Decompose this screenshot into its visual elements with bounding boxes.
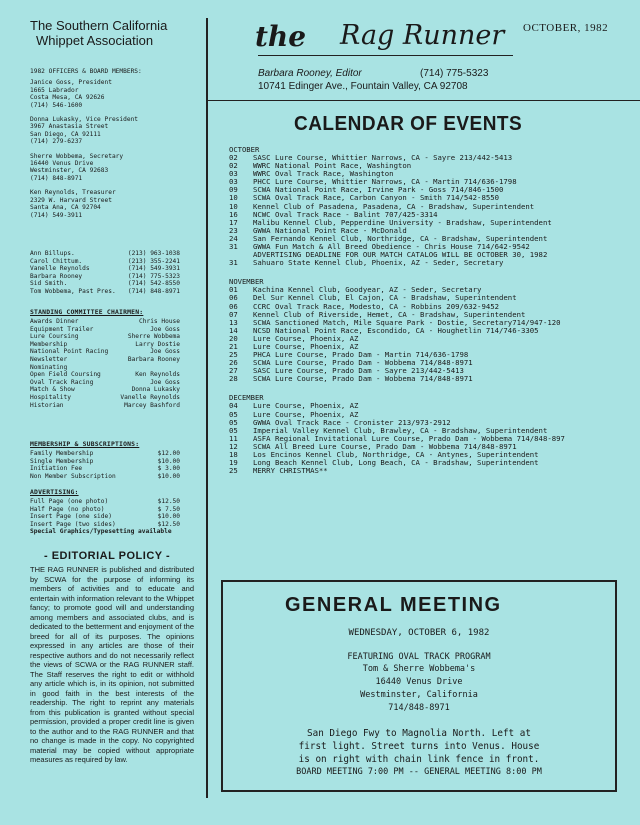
officer-line: (714) 546-1600 — [30, 101, 83, 109]
board-phone-row — [30, 273, 180, 281]
event-description: Sahuaro State Kennel Club, Phoenix, AZ - Seder, Secretary — [253, 258, 504, 268]
event-date: 25 — [229, 350, 238, 360]
committee-row — [30, 318, 180, 326]
membership-row-label: Initiation Fee — [30, 465, 83, 473]
editor-phone: (714) 775-5323 — [420, 68, 489, 79]
general-meeting-title: GENERAL MEETING — [285, 594, 502, 616]
committee-row-label: Lure Coursing — [30, 333, 79, 341]
advertising-row-label: Insert Page (two sides) — [30, 520, 116, 528]
board-phone-row — [30, 288, 180, 296]
event-description: Long Beach Kennel Club, Long Beach, CA - Bradshaw, Superintendent — [253, 458, 539, 468]
meeting-times: BOARD MEETING 7:00 PM -- GENERAL MEETING 8:00 PM — [296, 767, 542, 777]
event-description: Lure Course, Phoenix, AZ — [253, 333, 359, 343]
column-divider — [206, 18, 208, 798]
officer-line: Costa Mesa, CA 92626 — [30, 94, 105, 102]
event-date: 18 — [229, 450, 238, 459]
meeting-street: 16440 Venus Drive — [375, 677, 463, 687]
masthead-bottom-rule — [208, 100, 640, 101]
event-description: SCWA Lure Course, Prado Dam - Wobbema 714/848-8971 — [253, 358, 473, 368]
committee-row-label: Hospitality — [30, 393, 71, 401]
committee-row-label: National Point Racing — [30, 348, 109, 356]
committee-row-value: Larry Dostie — [135, 340, 180, 348]
event-date: 25 — [229, 466, 238, 476]
committee-heading: STANDING COMMITTEE CHAIRMEN: — [30, 308, 144, 316]
committee-row — [30, 386, 180, 394]
event-date: 17 — [229, 217, 238, 227]
association-line-1: The Southern California — [30, 18, 168, 33]
officer-line: 1665 Labrador — [30, 86, 79, 94]
event-description: Kachina Kennel Club, Goodyear, AZ - Seder, Secretary — [253, 285, 482, 295]
event-date: 01 — [229, 285, 238, 295]
officer-line: San Diego, CA 92111 — [30, 130, 101, 138]
officer-line: (714) 279-6237 — [30, 138, 83, 146]
membership-list — [30, 450, 180, 480]
board-phone-row — [30, 250, 180, 258]
officer-line: (714) 549-3911 — [30, 211, 83, 219]
event-description: ADVERTISING DEADLINE FOR OUR MATCH CATALOG WILL BE OCTOBER 30, 1982 — [253, 250, 548, 260]
event-date: 19 — [229, 458, 238, 468]
committee-row-label: Newsletter — [30, 355, 68, 363]
event-date: 11 — [229, 433, 238, 443]
directions-line-3: is on right with chain link fence in front. — [298, 754, 540, 765]
event-date: 31 — [229, 258, 238, 268]
committee-row — [30, 348, 180, 356]
event-date: 04 — [229, 401, 238, 411]
event-description: NCWC Oval Track Race - Balint 707/425-3314 — [253, 209, 438, 219]
board-member-phone: (714) 775-5323 — [127, 272, 180, 280]
officer-line: Donna Lukasky, Vice President — [30, 116, 139, 124]
event-description: WWRC National Point Race, Washington — [253, 161, 412, 171]
advertising-row — [30, 506, 180, 514]
board-member-phone: (714) 549-3931 — [127, 265, 180, 273]
committee-section — [30, 308, 180, 409]
membership-row-value: $10.00 — [157, 472, 180, 480]
committee-row-label: Membership — [30, 340, 68, 348]
advertising-row-value: $12.50 — [157, 520, 180, 528]
event-description: SCWA National Point Race, Irvine Park - Goss 714/846-1500 — [253, 185, 504, 195]
committee-list — [30, 318, 180, 409]
event-description: ASFA Regional Invitational Lure Course, Prado Dam - Wobbema 714/848-897 — [253, 433, 565, 443]
directions-line-1: San Diego Fwy to Magnolia North. Left at — [307, 728, 531, 739]
event-date: 16 — [229, 209, 238, 219]
board-member-phone: (213) 963-1038 — [127, 250, 180, 257]
committee-row-label: Nominating — [30, 363, 68, 371]
membership-row-label: Family Membership — [30, 450, 94, 457]
officer-line: 2329 W. Harvard Street — [30, 196, 112, 204]
event-date: 09 — [229, 185, 238, 195]
event-date: 28 — [229, 374, 238, 384]
advertising-section — [30, 488, 180, 536]
advertising-row-value: $ 7.50 — [157, 505, 180, 513]
officer-list — [30, 79, 202, 219]
officer-line: Westminster, CA 92683 — [30, 167, 109, 175]
officer-line: Janice Goss, President — [30, 79, 112, 87]
month-name: OCTOBER — [229, 145, 260, 154]
event-date: 03 — [229, 177, 238, 187]
association-line-2: Whippet Association — [36, 33, 154, 48]
membership-row — [30, 450, 180, 458]
month-name: DECEMBER — [229, 393, 264, 403]
event-date: 03 — [229, 169, 238, 179]
committee-row-value: Joe Goss — [150, 378, 180, 386]
committee-row-value: Donna Lukasky — [131, 386, 180, 394]
event-description: SASC Lure Course, Prado Dam - Sayre 213/442-5413 — [253, 366, 464, 376]
event-description: SCWA Lure Course, Prado Dam - Wobbema 714/848-8971 — [253, 374, 473, 384]
event-date: 31 — [229, 242, 238, 252]
committee-row-label: Oval Track Racing — [30, 378, 94, 386]
board-member-name: Carol Chittum. — [30, 257, 83, 265]
membership-row — [30, 458, 180, 466]
event-description: Lure Course, Phoenix, AZ — [253, 409, 359, 419]
committee-row-value: Marcey Bashford — [124, 401, 180, 409]
masthead-rule — [258, 55, 513, 56]
advertising-row-label: Insert Page (one side) — [30, 513, 112, 521]
meeting-city: Westminster, California — [360, 690, 478, 700]
officers-heading: 1982 OFFICERS & BOARD MEMBERS: — [30, 68, 142, 75]
event-date: 14 — [229, 325, 238, 335]
board-member-phone: (213) 355-2241 — [127, 257, 180, 265]
directions-line-2: first light. Street turns into Venus. House — [298, 741, 540, 752]
committee-row-value: Sherre Wobbema — [127, 333, 180, 341]
board-phone-row — [30, 265, 180, 273]
committee-row-label: Equipment Trailer — [30, 325, 94, 333]
event-date: 07 — [229, 309, 238, 319]
board-member-phone: (714) 542-8550 — [127, 280, 180, 288]
calendar-month — [229, 277, 629, 383]
board-member-phone: (714) 848-8971 — [127, 287, 180, 295]
event-date: 10 — [229, 193, 238, 203]
event-date: 06 — [229, 293, 238, 303]
officer-block — [30, 153, 202, 183]
event-description: GWWA Fun Match & All Breed Obedience - Chris House 714/642-9542 — [253, 242, 530, 252]
officer-line: 16440 Venus Drive — [30, 160, 94, 168]
committee-row-value: Joe Goss — [150, 325, 180, 333]
event-date: 12 — [229, 441, 238, 451]
board-phone-row — [30, 280, 180, 288]
event-description: PHCC Lure Course, Whittier Narrows, CA - Martin 714/636-1798 — [253, 177, 517, 187]
event-date: 20 — [229, 333, 238, 343]
officer-line: Santa Ana, CA 92704 — [30, 204, 101, 212]
editor-name: Barbara Rooney, Editor — [258, 68, 362, 79]
board-member-name: Sid Smith. — [30, 280, 68, 288]
calendar-month — [229, 393, 629, 475]
event-description: CCRC Oval Track Race, Modesto, CA - Robbins 209/632-9452 — [253, 301, 500, 311]
officer-block — [30, 116, 202, 146]
meeting-date: WEDNESDAY, OCTOBER 6, 1982 — [348, 628, 490, 638]
calendar-event — [229, 259, 629, 267]
officer-line: 3967 Anastasia Street — [30, 123, 109, 131]
event-description: Malibu Kennel Club, Pepperdine University - Bradshaw, Superintendent — [253, 217, 552, 227]
event-date: 05 — [229, 417, 238, 427]
committee-row-value: Ken Reynolds — [135, 371, 180, 379]
committee-row-label: Historian — [30, 401, 64, 409]
event-description: SASC Lure Course, Whittier Narrows, CA - Sayre 213/442-5413 — [253, 153, 513, 162]
editorial-policy-text: THE RAG RUNNER is published and distributed by SCWA for the purpose of informing its members of activities and to educate and entertain with information relevant to the Whippet fancy; to promote good will and understanding among members and associated clubs, and is dedicated to the betterment and enjoyment of the breed for all of its purposes. The opinions expressed in any articles are those of their respective authors and do not necessarily reflect the views of SCWA or the RAG RUNNER staff. The Staff reserves the right to edit or withhold any article which is, in its opinion, not submitted in good faith in the best interests of the readership. The right to reprint any materials from this publication is granted without special permission, provided a proper credit line is given to the author and to the RAG RUNNER and that no change is made in the copy. No copyrighted material may be copied without appropriate measures as required by law. — [30, 565, 194, 764]
association-name — [30, 18, 200, 48]
masthead-title: Rag Runner — [340, 20, 505, 51]
editor-address: 10741 Edinger Ave., Fountain Valley, CA 92708 — [258, 81, 468, 92]
officer-block — [30, 189, 202, 219]
event-date: 26 — [229, 358, 238, 368]
event-description: SCWA All Breed Lure Course, Prado Dam - Wobbema 714/848-8971 — [253, 441, 517, 451]
committee-row-value: Vanelle Reynolds — [120, 393, 180, 401]
event-description: Los Encinos Kennel Club, Northridge, CA - Antynes, Superintendent — [253, 450, 539, 459]
event-date: 27 — [229, 366, 238, 376]
event-description: Kennel Club of Riverside, Hemet, CA - Bradshaw, Superintendent — [253, 309, 526, 319]
committee-row — [30, 394, 180, 402]
advertising-row-label: Half Page (no photo) — [30, 505, 105, 513]
event-description: Lure Course, Phoenix, AZ — [253, 341, 359, 351]
membership-row-value: $10.00 — [157, 457, 180, 465]
board-phone-list — [30, 250, 180, 296]
meeting-phone: 714/848-8971 — [388, 703, 450, 713]
membership-heading: MEMBERSHIP & SUBSCRIPTIONS: — [30, 440, 140, 448]
officer-line: (714) 848-8971 — [30, 174, 83, 182]
committee-row-value: Joe Goss — [150, 348, 180, 356]
officers-section — [30, 68, 202, 226]
calendar-of-events — [229, 145, 629, 485]
officer-line: Ken Reynolds, Treasurer — [30, 189, 116, 197]
membership-row — [30, 465, 180, 473]
committee-row-label: Awards Dinner — [30, 318, 79, 325]
officer-block — [30, 79, 202, 109]
event-date: 06 — [229, 301, 238, 311]
advertising-row-value: $12.50 — [157, 498, 180, 505]
event-date: 05 — [229, 425, 238, 435]
event-date: 05 — [229, 409, 238, 419]
board-member-name: Barbara Rooney — [30, 272, 83, 280]
committee-row — [30, 364, 180, 372]
event-description: SCWA Oval Track Race, Carbon Canyon - Smith 714/542-8550 — [253, 193, 500, 203]
event-date: 02 — [229, 161, 238, 171]
advertising-note: Special Graphics/Typesetting available — [30, 528, 172, 536]
committee-row — [30, 333, 180, 341]
membership-row-label: Non Member Subscription — [30, 472, 116, 480]
advertising-row-value: $10.00 — [157, 513, 180, 521]
event-description: GWWA National Point Race - McDonald — [253, 225, 407, 235]
event-date: 02 — [229, 153, 238, 162]
calendar-title: CALENDAR OF EVENTS — [294, 113, 523, 135]
event-description: NCSD National Point Race, Escondido, CA - Houghetlin 714/746-3305 — [253, 325, 539, 335]
event-description: PHCA Lure Course, Prado Dam - Martin 714/636-1798 — [253, 350, 469, 360]
officer-line: Sherre Wobbema, Secretary — [30, 152, 124, 160]
membership-row-value: $12.00 — [157, 450, 180, 457]
event-description: MERRY CHRISTMAS** — [253, 466, 328, 476]
event-description: Kennel Club of Pasadena, Pasadena, CA - Bradshaw, Superintendent — [253, 201, 535, 211]
advertising-list — [30, 498, 180, 528]
advertising-row — [30, 498, 180, 506]
membership-section — [30, 440, 180, 480]
board-phone-row — [30, 258, 180, 266]
editorial-policy-title: - EDITORIAL POLICY - — [44, 550, 171, 562]
committee-row — [30, 326, 180, 334]
membership-row-value: $ 3.00 — [157, 465, 180, 473]
event-date: 24 — [229, 233, 238, 243]
event-date: 23 — [229, 225, 238, 235]
meeting-hosts: Tom & Sherre Wobbema's — [362, 664, 476, 674]
event-description: Del Sur Kennel Club, El Cajon, CA - Bradshaw, Superintendent — [253, 293, 517, 303]
event-description: SCWA Sanctioned Match, Mile Square Park - Dostie, Secretary714/947-120 — [253, 317, 561, 327]
month-name: NOVEMBER — [229, 277, 264, 287]
meeting-featuring: FEATURING OVAL TRACK PROGRAM — [347, 652, 491, 662]
membership-row — [30, 473, 180, 481]
committee-row-label: Match & Show — [30, 386, 75, 394]
calendar-event — [229, 467, 629, 475]
committee-row — [30, 341, 180, 349]
advertising-heading: ADVERTISING: — [30, 488, 79, 496]
committee-row — [30, 402, 180, 410]
committee-row — [30, 371, 180, 379]
board-member-name: Vanelle Reynolds — [30, 265, 90, 273]
committee-row-value: Chris House — [139, 318, 180, 325]
masthead-the: the — [255, 20, 307, 53]
event-description: WWRC Oval Track Race, Washington — [253, 169, 394, 179]
calendar-event — [229, 375, 629, 383]
board-member-name: Tom Wobbema, Past Pres. — [30, 287, 116, 295]
committee-row — [30, 379, 180, 387]
event-date: 13 — [229, 317, 238, 327]
advertising-row — [30, 513, 180, 521]
advertising-row-label: Full Page (one photo) — [30, 498, 109, 505]
event-description: Imperial Valley Kennel Club, Brawley, CA - Bradshaw, Superintendent — [253, 425, 548, 435]
issue-date: OCTOBER, 1982 — [523, 22, 609, 34]
committee-row-label: Open Field Coursing — [30, 371, 101, 379]
committee-row — [30, 356, 180, 364]
event-date: 21 — [229, 341, 238, 351]
committee-row-value: Barbara Rooney — [127, 355, 180, 363]
event-description: Lure Course, Phoenix, AZ — [253, 401, 359, 411]
event-description: San Fernando Kennel Club, Northridge, CA - Bradshaw, Superintendent — [253, 233, 548, 243]
board-member-name: Ann Billups. — [30, 250, 75, 257]
calendar-month — [229, 145, 629, 267]
event-date: 10 — [229, 201, 238, 211]
membership-row-label: Single Membership — [30, 457, 94, 465]
event-description: GWWA Oval Track Race - Cronister 213/973-2912 — [253, 417, 451, 427]
